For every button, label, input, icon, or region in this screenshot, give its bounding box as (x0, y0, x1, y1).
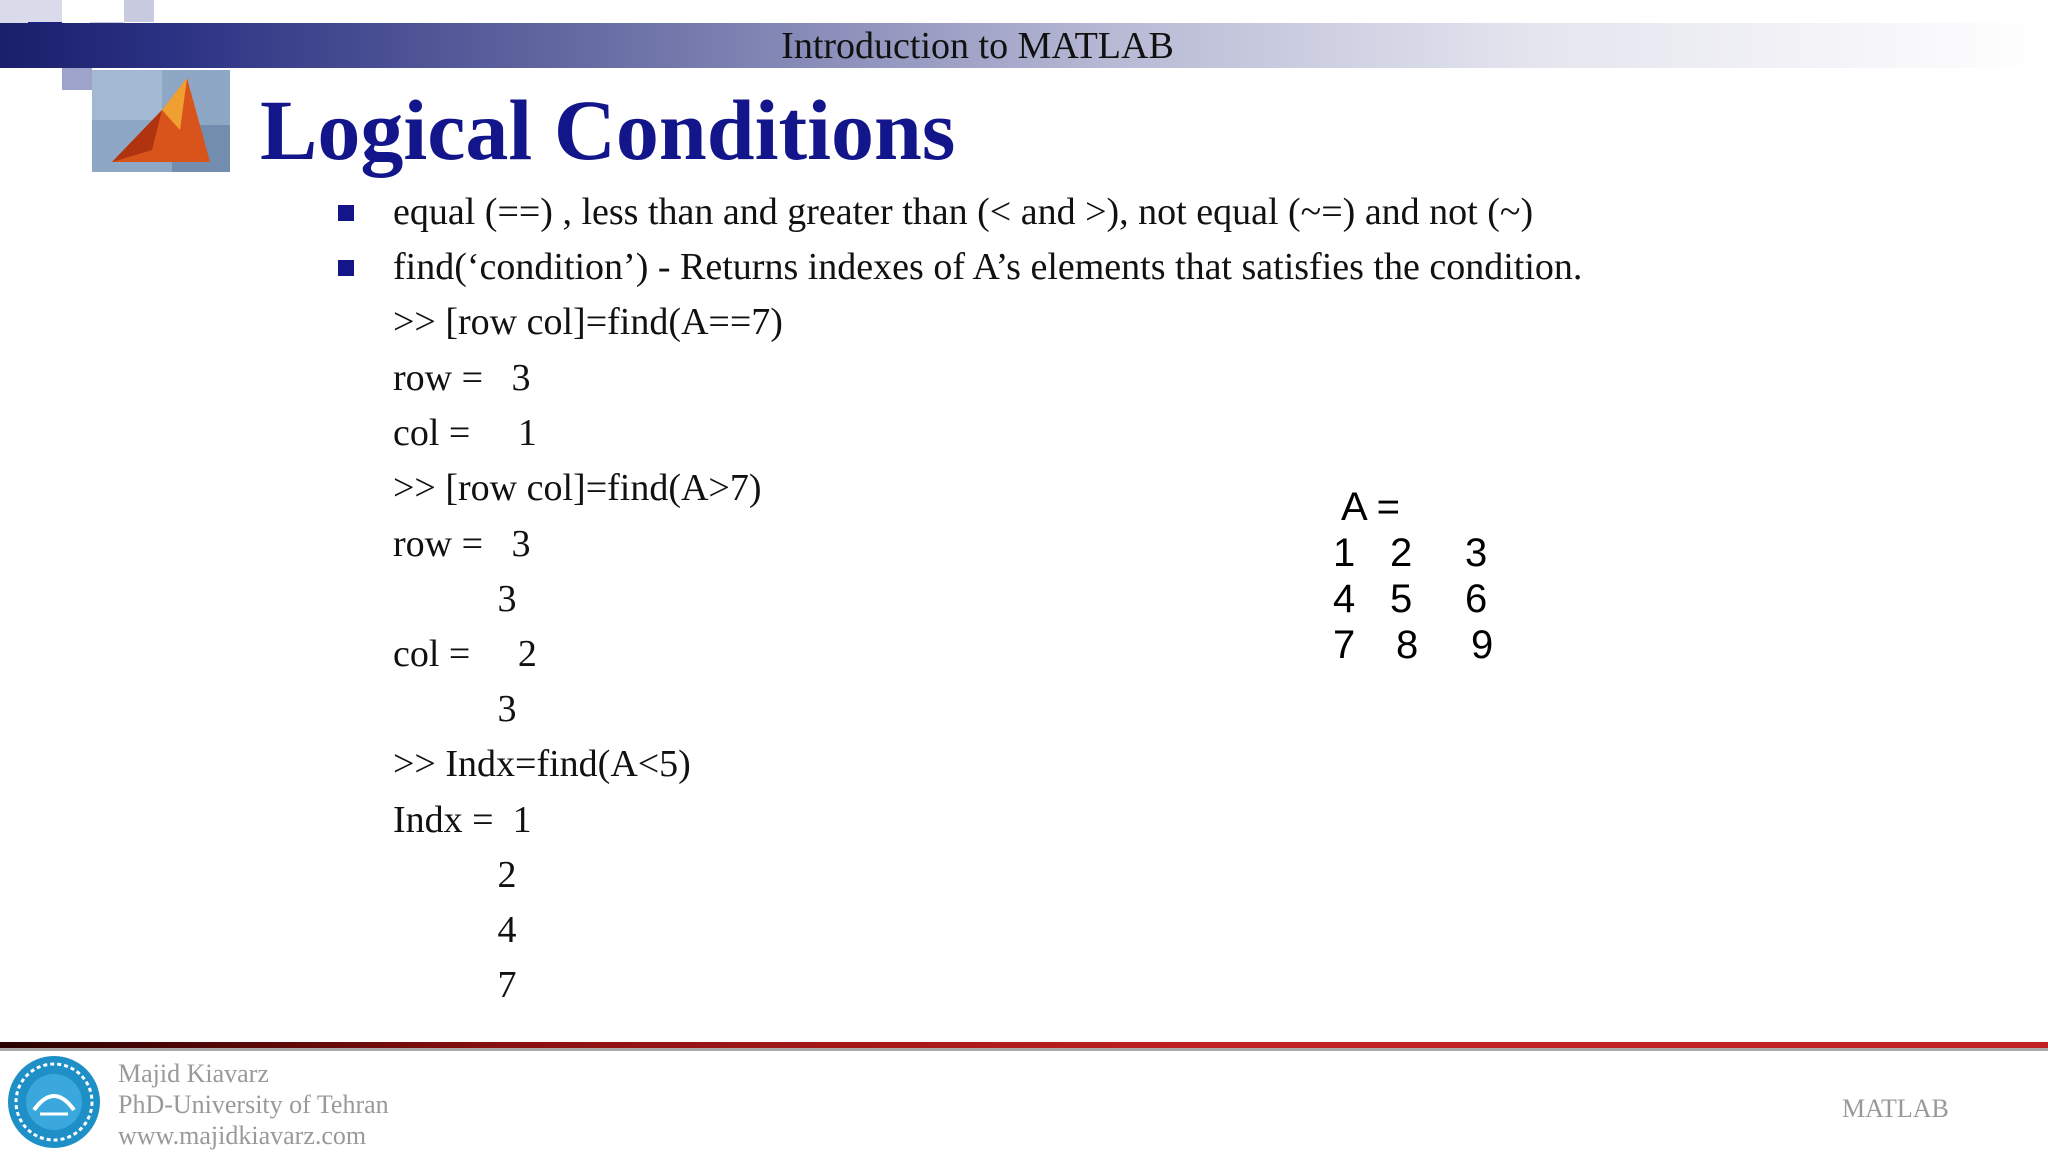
matlab-logo (92, 70, 230, 172)
code-line: >> [row col]=find(A==7) (393, 301, 783, 343)
matrix-cell: 7 (1333, 623, 1356, 667)
footer-author: Majid Kiavarz (118, 1059, 269, 1088)
bullet-marker (338, 205, 354, 221)
matrix-cell: 6 (1465, 577, 1488, 621)
code-line: 3 (393, 688, 517, 730)
footer-divider-shadow (0, 1048, 2048, 1051)
matrix-label: A = (1341, 485, 1400, 529)
footer-website[interactable]: www.majidkiavarz.com (118, 1121, 367, 1150)
matrix-cell: 9 (1471, 623, 1494, 667)
bullet-marker (338, 260, 354, 276)
matrix-cell: 5 (1390, 577, 1413, 621)
bullet-text: find(‘condition’) - Returns indexes of A’s elements that satisfies the condition. (393, 246, 1583, 288)
code-line: row = 3 (393, 357, 531, 399)
code-line: col = 2 (393, 633, 537, 675)
matrix-cell: 3 (1465, 531, 1488, 575)
header-title: Introduction to MATLAB (781, 25, 1174, 67)
footer-label: MATLAB (1842, 1094, 1949, 1123)
matrix-cell: 1 (1333, 531, 1356, 575)
code-line: row = 3 (393, 523, 531, 565)
matrix-cell: 2 (1390, 531, 1413, 575)
code-line: 4 (393, 909, 517, 951)
university-seal (4, 1052, 104, 1152)
footer-affiliation: PhD-University of Tehran (118, 1090, 389, 1119)
bullet-text: equal (==) , less than and greater than (< and >), not equal (~=) and not (~) (393, 191, 1534, 233)
slide-title: Logical Conditions (260, 82, 956, 178)
code-line: 2 (393, 854, 517, 896)
code-line: >> [row col]=find(A>7) (393, 467, 762, 509)
code-line: >> Indx=find(A<5) (393, 743, 691, 785)
code-line: col = 1 (393, 412, 537, 454)
matrix-cell: 8 (1396, 623, 1419, 667)
code-line: 7 (393, 964, 517, 1006)
code-line: Indx = 1 (393, 799, 532, 841)
code-line: 3 (393, 578, 517, 620)
matrix-cell: 4 (1333, 577, 1356, 621)
